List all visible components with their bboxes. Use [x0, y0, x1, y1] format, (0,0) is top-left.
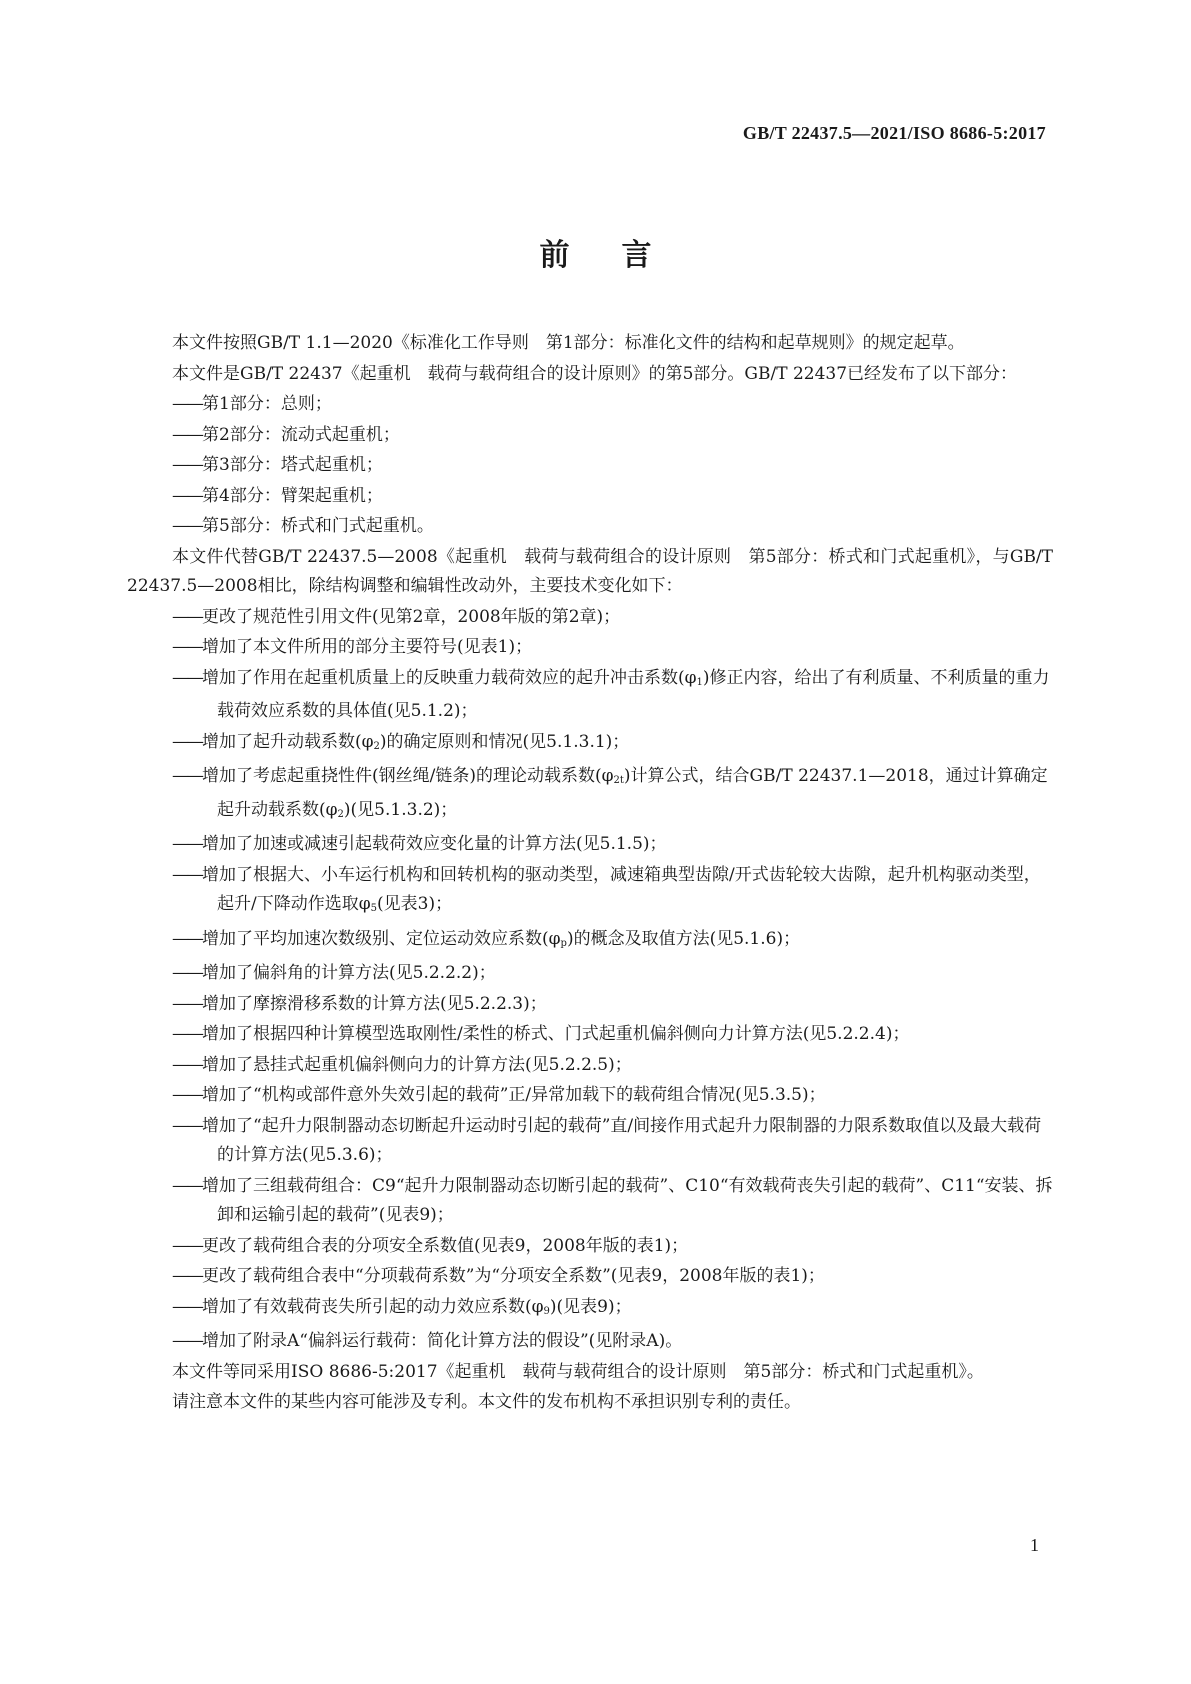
- list-item-part: ——第5部分：桥式和门式起重机。: [172, 516, 434, 536]
- list-item-change: ——增加了有效载荷丧失所引起的动力效应系数$(\varphi_9)$(见表9)；: [172, 1296, 632, 1317]
- foreword-body: [127, 329, 1053, 1419]
- list-item-change: ——增加了附录A“偏斜运行载荷：简化计算方法的假设”(见附录A)。: [172, 1331, 683, 1351]
- title-char-2: 言: [621, 238, 652, 273]
- list-item-change: ——更改了载荷组合表中“分项载荷系数”为“分项安全系数”(见表9，2008年版的表1)；: [172, 1266, 825, 1286]
- list-item-change: ——增加了摩擦滑移系数的计算方法(见5.2.2.3)；: [172, 993, 547, 1014]
- list-item-part: ——第2部分：流动式起重机；: [172, 424, 400, 445]
- list-item-part: ——第1部分：总则；: [172, 394, 332, 414]
- list-item-part: ——第3部分：塔式起重机；: [172, 455, 383, 475]
- list-item-change: ——增加了偏斜角的计算方法(见5.2.2.2)；: [172, 963, 496, 983]
- list-item-change: ——增加了根据大、小车运行机构和回转机构的驱动类型，减速箱典型齿隙/开式齿轮较大齿隙，起升机构驱动类型，起升/下降动作选取$\varphi_5$(见表3)；: [172, 864, 1041, 914]
- title-char-1: 前: [539, 238, 570, 273]
- list-item-change: ——增加了考虑起重挠性件(钢丝绳/链条)的理论动载系数$(\varphi_{2t})$计算公式，结合GB/T 22437.1—2018，通过计算确定起升动载系数$(\varphi_2)$(见5.1.3.2)；: [172, 766, 1048, 820]
- list-item-change: ——增加了“起升力限制器动态切断起升运动时引起的载荷”直/间接作用式起升力限制器的力限系数取值以及最大载荷的计算方法(见5.3.6)；: [172, 1115, 1042, 1165]
- paragraph-patent-notice: 请注意本文件的某些内容可能涉及专利。本文件的发布机构不承担识别专利的责任。: [172, 1392, 801, 1412]
- page-number: 1: [1030, 1535, 1039, 1555]
- list-item-change: ——增加了起升动载系数$(\varphi_2)$的确定原则和情况(见5.1.3.1)；: [172, 731, 630, 752]
- paragraph-iso-adoption: 本文件等同采用ISO 8686-5:2017《起重机 载荷与载荷组合的设计原则 第5部分：桥式和门式起重机》。: [172, 1361, 984, 1382]
- paragraph-replacement: 本文件代替GB/T 22437.5—2008《起重机 载荷与载荷组合的设计原则 第5部分：桥式和门式起重机》，与GB/T 22437.5—2008相比，除结构调整和编辑性改动外，主要技术变化如下：: [127, 546, 1053, 596]
- page-title: [0, 230, 1191, 274]
- list-item-change: ——增加了作用在起重机质量上的反映重力载荷效应的起升冲击系数$(\varphi_1)$修正内容，给出了有利质量、不利质量的重力载荷效应系数的具体值(见5.1.2)；: [172, 667, 1050, 721]
- list-item-change: ——更改了规范性引用文件(见第2章，2008年版的第2章)；: [172, 606, 621, 627]
- paragraph-series-parts: 本文件是GB/T 22437《起重机 载荷与载荷组合的设计原则》的第5部分。GB/T 22437已经发布了以下部分：: [172, 363, 1018, 384]
- standard-code-header: GB/T 22437.5—2021/ISO 8686-5:2017: [742, 123, 1046, 143]
- list-item-change: ——增加了本文件所用的部分主要符号(见表1)；: [172, 637, 533, 657]
- list-item-change: ——增加了加速或减速引起载荷效应变化量的计算方法(见5.1.5)；: [172, 834, 667, 854]
- list-item-change: ——增加了根据四种计算模型选取刚性/柔性的桥式、门式起重机偏斜侧向力计算方法(见5.2.2.4)；: [172, 1024, 910, 1044]
- list-item-change: ——增加了“机构或部件意外失效引起的载荷”正/异常加载下的载荷组合情况(见5.3.5)；: [172, 1085, 826, 1105]
- list-item-change: ——增加了平均加速次数级别、定位运动效应系数$(\varphi_p)$的概念及取值方法(见5.1.6)；: [172, 928, 801, 949]
- paragraph-drafting-rules: 本文件按照GB/T 1.1—2020《标准化工作导则 第1部分：标准化文件的结构和起草规则》的规定起草。: [172, 333, 965, 353]
- list-item-part: ——第4部分：臂架起重机；: [172, 485, 383, 506]
- list-item-change: ——更改了载荷组合表的分项安全系数值(见表9，2008年版的表1)；: [172, 1235, 689, 1256]
- list-item-change: ——增加了悬挂式起重机偏斜侧向力的计算方法(见5.2.2.5)；: [172, 1054, 632, 1075]
- list-item-change: ——增加了三组载荷组合：C9“起升力限制器动态切断引起的载荷”、C10“有效载荷丧失引起的载荷”、C11“安装、拆卸和运输引起的载荷”(见表9)；: [172, 1175, 1053, 1225]
